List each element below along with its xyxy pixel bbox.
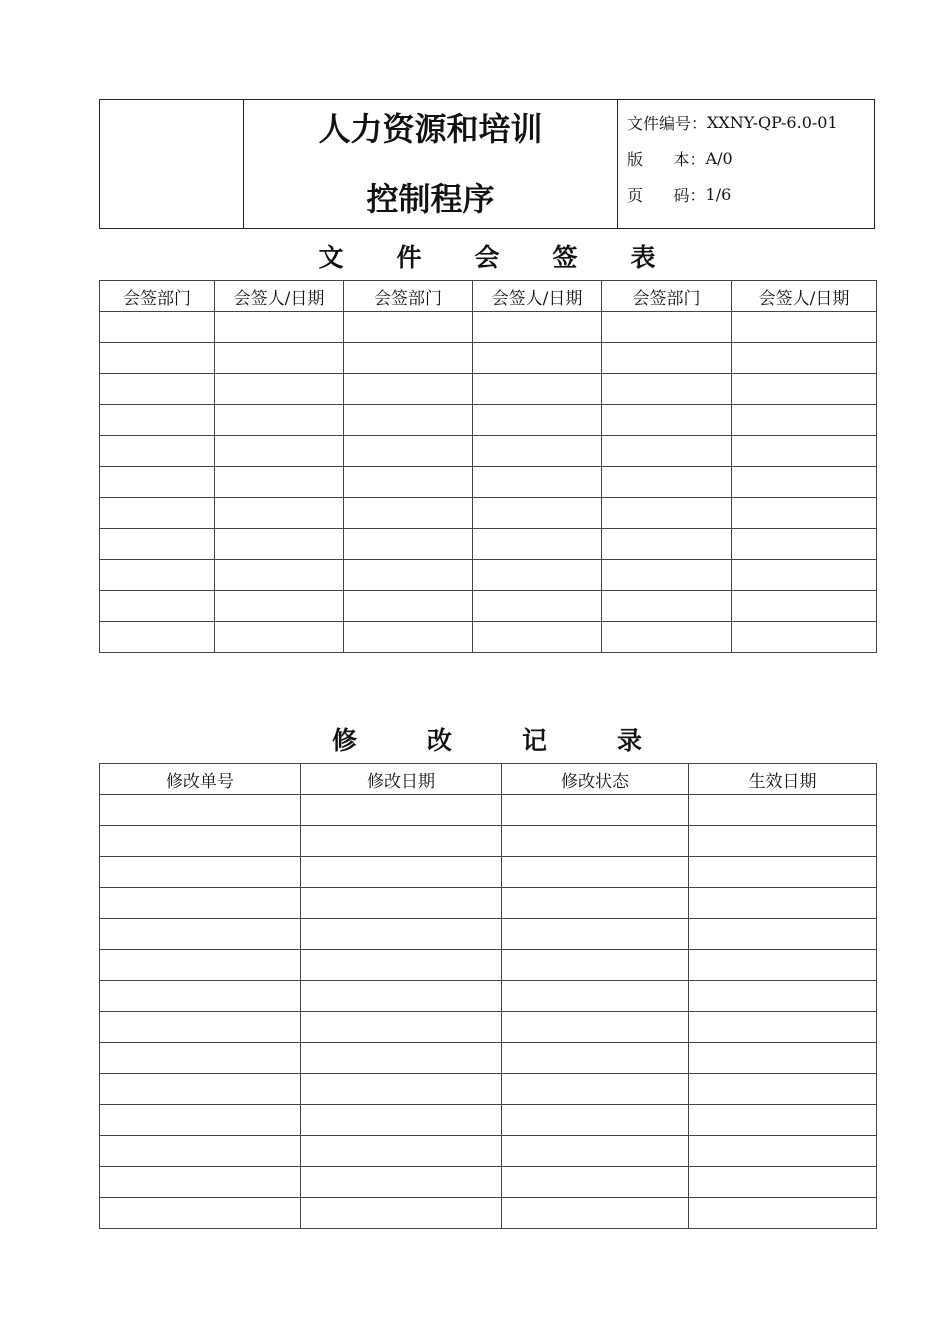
revision-title [99, 728, 875, 753]
revision-cell [100, 1136, 301, 1167]
signoff-cell [602, 529, 732, 560]
revision-table [99, 763, 877, 1229]
revision-cell [502, 1198, 689, 1229]
revision-cell [100, 919, 301, 950]
table-row [100, 1012, 877, 1043]
signoff-cell [344, 312, 473, 343]
signoff-cell [100, 498, 215, 529]
doc-number-label: 文件编号： [627, 113, 708, 133]
revision-cell [689, 1167, 877, 1198]
table-row [100, 888, 877, 919]
title-line-1: 人力资源和培训 [318, 110, 543, 148]
signoff-cell [732, 436, 877, 467]
signoff-cell [732, 405, 877, 436]
signoff-cell [344, 374, 473, 405]
revision-cell [301, 1198, 502, 1229]
table-row [100, 795, 877, 826]
signoff-cell [602, 405, 732, 436]
revision-column-header: 修改单号 [100, 764, 301, 795]
page-row [627, 176, 874, 212]
version-row [627, 140, 874, 176]
signoff-cell [100, 622, 215, 653]
table-row [100, 405, 877, 436]
signoff-cell [473, 622, 602, 653]
revision-column-header: 修改状态 [502, 764, 689, 795]
revision-title-char: 录 [617, 726, 643, 755]
signoff-cell [100, 467, 215, 498]
signoff-cell [602, 622, 732, 653]
table-row [100, 622, 877, 653]
revision-cell [502, 919, 689, 950]
revision-cell [502, 1136, 689, 1167]
signoff-cell [215, 529, 344, 560]
signoff-column-header: 会签人/日期 [215, 281, 344, 312]
revision-cell [502, 1105, 689, 1136]
signoff-cell [602, 467, 732, 498]
revision-cell [301, 1105, 502, 1136]
revision-cell [689, 1105, 877, 1136]
revision-cell [689, 1198, 877, 1229]
table-row [100, 498, 877, 529]
doc-number-value: XXNY-QP-6.0-01 [707, 112, 838, 132]
revision-cell [502, 888, 689, 919]
revision-cell [502, 1074, 689, 1105]
revision-cell [689, 919, 877, 950]
signoff-cell [732, 312, 877, 343]
revision-cell [502, 1043, 689, 1074]
signoff-cell [473, 436, 602, 467]
signoff-cell [215, 436, 344, 467]
table-row [100, 1167, 877, 1198]
document-meta [618, 100, 874, 228]
signoff-cell [344, 436, 473, 467]
signoff-cell [100, 374, 215, 405]
signoff-cell [602, 560, 732, 591]
revision-cell [301, 981, 502, 1012]
table-row [100, 857, 877, 888]
title-line-2: 控制程序 [366, 180, 495, 218]
signoff-cell [215, 560, 344, 591]
signoff-cell [344, 498, 473, 529]
signoff-cell [215, 312, 344, 343]
revision-title-char: 修 [331, 726, 357, 755]
revision-cell [301, 1043, 502, 1074]
revision-cell [100, 950, 301, 981]
signoff-cell [344, 467, 473, 498]
signoff-cell [602, 312, 732, 343]
logo-cell [100, 100, 244, 228]
revision-cell [689, 857, 877, 888]
table-row [100, 1198, 877, 1229]
revision-cell [689, 950, 877, 981]
signoff-cell [473, 529, 602, 560]
signoff-cell [100, 405, 215, 436]
revision-cell [100, 826, 301, 857]
revision-cell [100, 1043, 301, 1074]
revision-cell [689, 826, 877, 857]
signoff-cell [473, 467, 602, 498]
revision-cell [301, 1012, 502, 1043]
signoff-column-header: 会签部门 [100, 281, 215, 312]
signoff-table [99, 280, 877, 653]
revision-cell [301, 857, 502, 888]
revision-cell [100, 981, 301, 1012]
signoff-cell [732, 560, 877, 591]
signoff-cell [100, 560, 215, 591]
revision-cell [301, 1136, 502, 1167]
signoff-title-char: 件 [396, 243, 422, 272]
revision-header-row [100, 764, 877, 795]
table-row [100, 374, 877, 405]
revision-cell [502, 981, 689, 1012]
revision-cell [301, 919, 502, 950]
revision-cell [301, 1074, 502, 1105]
signoff-cell [215, 591, 344, 622]
signoff-cell [732, 622, 877, 653]
table-row [100, 1136, 877, 1167]
revision-cell [689, 1136, 877, 1167]
signoff-title-char: 签 [552, 243, 578, 272]
version-label: 版 本： [627, 149, 706, 169]
doc-number-row [627, 104, 874, 140]
table-row [100, 591, 877, 622]
signoff-cell [100, 591, 215, 622]
signoff-cell [344, 343, 473, 374]
table-row [100, 919, 877, 950]
signoff-cell [602, 343, 732, 374]
signoff-title-char: 表 [630, 243, 656, 272]
signoff-cell [473, 498, 602, 529]
revision-cell [100, 857, 301, 888]
signoff-cell [100, 312, 215, 343]
signoff-cell [100, 529, 215, 560]
revision-cell [100, 1012, 301, 1043]
signoff-cell [344, 529, 473, 560]
signoff-header-row [100, 281, 877, 312]
signoff-cell [215, 374, 344, 405]
version-value: A/0 [705, 148, 733, 168]
signoff-cell [344, 560, 473, 591]
revision-cell [100, 1074, 301, 1105]
table-row [100, 529, 877, 560]
signoff-cell [215, 498, 344, 529]
signoff-cell [473, 560, 602, 591]
revision-cell [502, 857, 689, 888]
signoff-title-char: 会 [474, 243, 500, 272]
revision-cell [301, 795, 502, 826]
table-row [100, 1105, 877, 1136]
revision-cell [502, 795, 689, 826]
signoff-cell [215, 467, 344, 498]
signoff-title [99, 245, 875, 270]
table-row [100, 436, 877, 467]
table-row [100, 826, 877, 857]
revision-cell [100, 888, 301, 919]
revision-cell [502, 1012, 689, 1043]
signoff-cell [732, 591, 877, 622]
revision-cell [689, 888, 877, 919]
revision-column-header: 修改日期 [301, 764, 502, 795]
revision-cell [301, 1167, 502, 1198]
signoff-cell [344, 591, 473, 622]
revision-title-char: 记 [522, 726, 548, 755]
signoff-cell [473, 405, 602, 436]
signoff-cell [344, 405, 473, 436]
revision-title-char: 改 [426, 726, 452, 755]
signoff-cell [732, 529, 877, 560]
signoff-cell [100, 343, 215, 374]
signoff-column-header: 会签人/日期 [473, 281, 602, 312]
signoff-cell [344, 622, 473, 653]
signoff-cell [732, 467, 877, 498]
revision-cell [100, 1105, 301, 1136]
revision-cell [301, 950, 502, 981]
table-row [100, 560, 877, 591]
table-row [100, 1074, 877, 1105]
signoff-title-char: 文 [318, 243, 344, 272]
revision-cell [100, 1167, 301, 1198]
table-row [100, 312, 877, 343]
signoff-cell [602, 436, 732, 467]
signoff-cell [473, 374, 602, 405]
signoff-cell [473, 591, 602, 622]
revision-cell [100, 795, 301, 826]
revision-cell [502, 950, 689, 981]
page-value: 1/6 [705, 184, 732, 204]
signoff-cell [215, 622, 344, 653]
table-row [100, 950, 877, 981]
revision-column-header: 生效日期 [689, 764, 877, 795]
revision-cell [689, 1012, 877, 1043]
signoff-cell [602, 498, 732, 529]
signoff-cell [732, 498, 877, 529]
signoff-column-header: 会签部门 [344, 281, 473, 312]
revision-cell [689, 1074, 877, 1105]
revision-cell [100, 1198, 301, 1229]
document-title [244, 100, 618, 228]
revision-cell [502, 1167, 689, 1198]
signoff-cell [100, 436, 215, 467]
document-header [99, 99, 875, 229]
revision-cell [301, 888, 502, 919]
table-row [100, 981, 877, 1012]
revision-cell [502, 826, 689, 857]
signoff-cell [215, 405, 344, 436]
signoff-cell [602, 591, 732, 622]
signoff-cell [215, 343, 344, 374]
page-label: 页 码： [627, 185, 706, 205]
revision-cell [689, 1043, 877, 1074]
signoff-cell [602, 374, 732, 405]
signoff-cell [732, 374, 877, 405]
revision-cell [689, 795, 877, 826]
signoff-cell [732, 343, 877, 374]
revision-cell [301, 826, 502, 857]
revision-cell [689, 981, 877, 1012]
table-row [100, 467, 877, 498]
signoff-column-header: 会签人/日期 [732, 281, 877, 312]
table-row [100, 343, 877, 374]
table-row [100, 1043, 877, 1074]
signoff-column-header: 会签部门 [602, 281, 732, 312]
signoff-cell [473, 343, 602, 374]
signoff-cell [473, 312, 602, 343]
